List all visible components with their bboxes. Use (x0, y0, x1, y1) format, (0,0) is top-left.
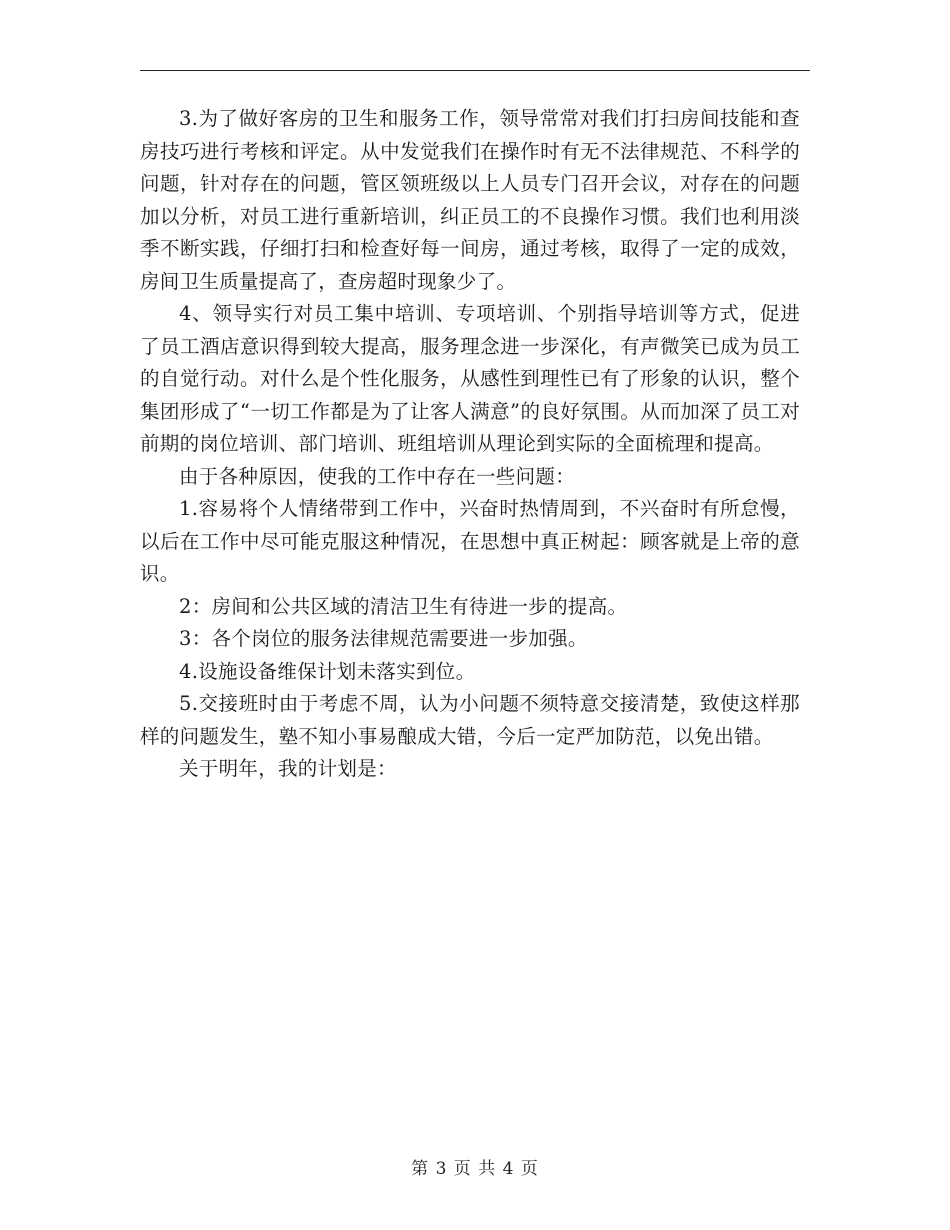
header-rule (140, 70, 810, 71)
paragraph-problem-5: 5.交接班时由于考虑不周，认为小问题不须特意交接清楚，致使这样那样的问题发生，塾不知小事易酿成大错，今后一定严加防范，以免出错。 (140, 692, 800, 748)
paragraph-problem-4: 4.设施设备维保计划未落实到位。 (179, 659, 476, 683)
paragraph-problems-intro: 由于各种原因，使我的工作中存在一些问题： (179, 464, 576, 488)
document-body (140, 103, 800, 786)
paragraph-problem-1: 1.容易将个人情绪带到工作中，兴奋时热情周到，不兴奋时有所怠慢，以后在工作中尽可能克服这种情况，在思想中真正树起：顾客就是上帝的意识。 (140, 497, 800, 585)
paragraph-next-year-plan: 关于明年，我的计划是： (179, 757, 397, 780)
paragraph-problem-3: 3：各个岗位的服务法律规范需要进一步加强。 (179, 627, 588, 650)
paragraph-item-3-room-hygiene: 3.为了做好客房的卫生和服务工作，领导常常对我们打扫房间技能和查房技巧进行考核和评定。从中发觉我们在操作时有无不法律规范、不科学的问题，针对存在的问题，管区领班级以上人员专门召开会议，对存在的问题加以分析，对员工进行重新培训，纠正员工的不良操作习惯。我们也利用淡季不断实践，仔细打扫和检查好每一间房，通过考核，取得了一定的成效，房间卫生质量提高了，查房超时现象少了。 (140, 107, 800, 293)
page-number-label: 第 3 页 共 4 页 (411, 1159, 539, 1179)
paragraph-item-4-staff-training: 4、领导实行对员工集中培训、专项培训、个别指导培训等方式，促进了员工酒店意识得到较大提高，服务理念进一步深化，有声微笑已成为员工的自觉行动。对什么是个性化服务，从感性到理性已有了形象的认识，整个集团形成了“一切工作都是为了让客人满意”的良好氛围。从而加深了员工对前期的岗位培训、部门培训、班组培训从理论到实际的全面梳理和提高。 (140, 302, 800, 455)
page-footer (0, 1154, 950, 1179)
paragraph-problem-2: 2：房间和公共区域的清洁卫生有待进一步的提高。 (179, 594, 628, 618)
